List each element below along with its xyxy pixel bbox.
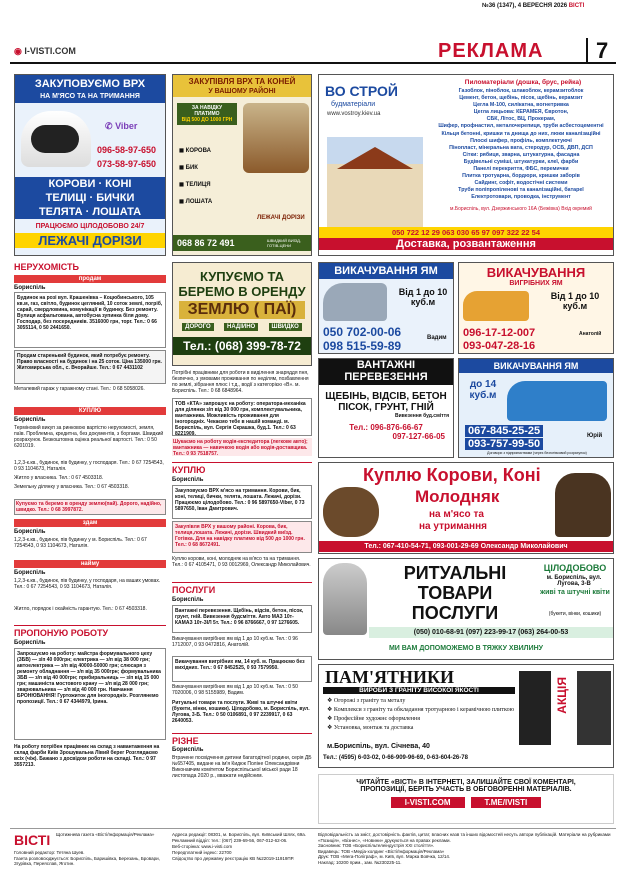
vyk1-name: Вадим [427,335,447,341]
monument-image [519,671,551,745]
mid-ad-1: Потрібні працівники для роботи в виділення знаряддя пня, безпечно, з умовами проживання по неділям, позбавлення по землі, зібрання плюс і т.д., водії з категорією «В». м. Бориспіль. Тел.: 0 68 6848964. [172,370,309,394]
cow-image [21,111,91,167]
vostroy-lines [429,88,613,202]
vyk2-title: ВИКАЧУВАННЯ [486,265,586,280]
mid-pink-ad: Шукаємо на роботу водія-експедитора (легкове авто); вантажника — навичкою водія або водія-доставщика. Тел.: 0 93 7518757. [172,438,312,456]
rytual-title1: РИТУАЛЬНІ [403,563,507,583]
viber-icon: ✆ [105,121,113,131]
ad-pamyatnyky [318,664,614,768]
ad-vostroy [318,74,614,256]
vostroy-line: Плитка тротуарна, бордюри, кришки заборів [462,173,580,180]
item-telytsia: ◼ ТЕЛИЦЯ [179,182,211,188]
promo-line1: ЧИТАЙТЕ «ВІСТІ» В ІНТЕРНЕТІ, ЗАЛИШАЙТЕ СВОЇ КОМЕНТАРІ, [356,779,576,786]
vyk1-title: ВИКАЧУВАННЯ ЯМ [319,263,453,279]
tag-nadiyno: НАДІЙНО [224,323,258,331]
tag-shvydko: ШВИДКО [269,323,302,331]
mid-ad-2: ТОВ «КТА» запрошує на роботу: оператора-механіка для ділянки з/п від 30 000 грн, комплектувальника, вантажника. Можливість проживання для іногородніх. Чекаємо тебе в нашій команді. м. Бориспіль, вул. Сергія Скрашка, буд.1. Тел.: 0 63 8221909. [172,398,312,436]
ad-vrx2-subtitle: У ВАШОМУ РАЙОНІ [173,88,311,97]
ad-vrx2-footnote: ШВИДКИЙ ВИЇЗД, ГОТІВ-ЦЕНИ [267,238,301,248]
vostroy-line: Шифер, профнастил, металочерепиця, труби асбестоцементні [438,123,604,130]
heifer-icon: ◼ [179,182,184,188]
ad-vrx2-phone: 068 86 72 491 [177,238,235,248]
ad-naymu-1: 1,2,3-к.кв., будинок, пів будинку, у господаря, на ваших умовах. Тел.: 0 67 7254543, 0 93 1104673, Наталія. [14,578,161,590]
vyk3-title: ВИКАЧУВАННЯ ЯМ [459,359,613,373]
vostroy-line: Цегла лицьова: КЕРАМЕЯ, Євротон, [473,109,569,116]
vostroy-line: Кільця бетонні, кришки та днища до них, люки каналізаційні [441,130,601,137]
vostroy-title: Пиломатеріали (дошка, брус, рейка) [464,79,582,86]
vyk1-vol: Від 1 до 10 куб.м [398,287,448,307]
pam-item: ❖ Комплекси з граніту та обкладання тротуарною і керамічною плиткою [327,707,515,713]
header-rule [10,62,616,64]
vostroy-phones: 050 722 12 29 063 030 65 97 097 322 22 54 [319,227,613,238]
vant-line: ЩЕБІНЬ, ВІДСІВ, БЕТОН [325,391,447,402]
vostroy-line: Плоскі шифер, профіль, комплектуючі [470,137,572,144]
pam-address: м.Бориспіль, вул. Січнева, 40 [327,743,430,750]
rytual-tag: ЦІЛОДОБОВО [543,563,607,573]
ad-prodam-3: Металевий гараж у гаражному стані. Тел.: 0 68 5058026. [14,386,145,392]
subcat-zdam: здам [14,519,166,527]
ad-vrx2-note2: ВІД 500 ДО 1000 ГРН [181,117,233,123]
mid-city-2: Бориспіль [172,597,204,603]
ad-vrx-note: ПРАЦЮЄМО ЦІЛОДОБОВО 24/7 [35,223,145,230]
mid-kuplyu-2: Куплю корови, коні, молодняк на м'ясо та на тримання. Тел.: 0 67 4105471, 0 93 0012969, Олександр Миколайович. [172,556,311,568]
vostroy-site[interactable]: www.vostroy.kiev.ua [327,111,381,117]
ad-vyk1 [318,262,454,354]
rytual-flowers-sub: (букети, вінки, кошики) [548,611,602,617]
pam-item: ❖ Професійне художнє оформлення [327,716,420,722]
vant-phone: Тел.: 096-876-66-67 [349,423,423,432]
horse-image [555,473,611,537]
vostroy-line: Газоблок, піноблок, шлакоблок, керамзитоблок [458,88,584,94]
truck-image-3 [507,381,607,421]
vostroy-line: Електротовари, проводка, інструмент [471,194,571,201]
promo-site1[interactable]: I-VISTI.COM [391,797,465,808]
vyk2-phone1: 096-17-12-007 [463,327,536,339]
vyk3-vol: до 14 куб.м [469,379,497,401]
cow-image-3 [323,487,379,537]
city-borispil-3: Бориспіль [14,529,46,535]
ad-rytual [318,558,614,660]
city-borispil-5: Бориспіль [14,640,46,646]
item-byk: ◼ БИК [179,165,198,171]
rytual-footer: МИ ВАМ ДОПОМОЖЕМО В ТЯЖКУ ХВИЛИНУ [388,645,544,652]
vostroy-line: Сайдинг, софіт, водостічні системи [474,180,568,187]
posluga-4: Викачування вигрібних ям від 1 до 10 куб.м. Тел.: 0 50 7020006, 0 98 5155989, Вадим. [172,684,298,696]
rytual-flowers: живі та штучні квіти [540,589,610,596]
footer-col2: Адреса редакції: 08301, м. Бориспіль, вул. Київський Шлях, 69а. Рекламний відділ: тел.: (067) 239-69-56, 067-012-62-06. Веб-сторінка: www.i-visti.com Передплатний індекс: 22700 Свідоцтво про державну реєстрацію КВ №22019-11919ПР. [172,832,307,861]
vant-title1: ВАНТАЖНІ [319,359,453,371]
subcat-kuplyu: КУПЛЮ [14,407,166,415]
footer-brand-sub: Щотижнева газета «Вісті/Інформація/Реклама» [56,832,155,837]
house-image [327,137,423,227]
pam-sub: ВИРОБИ З ГРАНІТУ ВИСОКОЇ ЯКОСТІ [323,687,515,694]
ad-vrx-subtitle: НА М'ЯСО ТА НА ТРИМАННЯ [15,93,165,103]
page-number: 7 [586,38,608,64]
footer-col1: Головний редактор: Тетяна Шуев. Газета розповсюджується: Бориспіль, Баришівка, Березань, Бровари, Згурівка, Переяслав, Яготин. [14,850,160,866]
posluga-2: Викачування вигрібних ям від 1 до 10 куб.м. Тел.: 0 96 1712007, 0 93 0472816, Анатолій. [172,636,298,648]
pam-phone: Тел.: (4595) 6-03-02, 0-66-909-96-69, 0-63-604-26-78 [323,755,468,761]
ad-vrx-footer: ЛЕЖАЧІ ДОРІЗИ [15,233,165,248]
vostroy-line: СБК, Літос, ВЦ, Прокерам, [486,116,556,123]
zemlya-title2: БЕРЕМО В ОРЕНДУ [178,284,306,299]
ad-vrx-line1: КОРОВИ · КОНІ [48,178,132,190]
ad-robota-2: На роботу потрібен працівник на склад з навантаження на склад фарби Київ Зрошувальна Лівий берег Розглядаємо всіх (ч/ж). Бажано з досвідом роботи на складі. Тел.: 0 97 3557213. [14,744,160,768]
rytual-title2: ТОВАРИ [417,583,493,603]
vyk2-name: Анатолій [579,331,602,337]
kuplyu-title3: на м'ясо та [429,509,484,520]
ad-kuplyu-2: 1,2,3-к.кв., будинок, пів будинку, у господаря. Тел.: 0 67 7254543, 0 93 1104673, Наталія. [14,460,164,472]
foal-icon: ◼ [179,199,184,205]
ad-naymu-2: Житло, порядок і охайність гарантую. Тел.: 0 67 4503318. [14,606,147,612]
vyk2-sub: ВИГРІБНИХ ЯМ [509,280,563,287]
site-url[interactable]: ◉ I-VISTI.COM [14,46,76,56]
pam-items [327,697,517,733]
ad-vrx2-note1: ЗА НАВІДКУ ПЛАТИМО [191,105,223,117]
ad-vrx2-extra: ЛЕЖАЧІ ДОРІЗИ [257,215,305,221]
subcat-naymu: найму [14,560,166,568]
vostroy-line: Пінопласт, мінеральна вата, стеродур, ОСБ, ДВП, ДСП [449,144,593,151]
vostroy-logo: ВО СТРОЙ [325,83,398,99]
monument-image-2 [577,671,611,745]
item-korova: ◼ КОРОВА [179,148,211,154]
ad-prodam-2: Продам старенький будинок, який потребує ремонту. Право власності на будинок і на 25 соток. Ціна 135000 грн. Житомирська обл., с. Вчорайше. Тел.: 0 67 4431102 [14,350,166,384]
section-title: РЕКЛАМА [438,40,544,62]
kuplyu-title2: Молодняк [415,487,500,506]
truck-image [323,283,387,321]
ad-vrx-line2: ТЕЛИЦІ · БИЧКИ [45,192,135,204]
ad-kuplyu-pink: Купуємо та беремо в оренду землю(пай). Дорого, надійно, швидко. Тел.: 0 68 3997872. [14,499,166,515]
vyk3-phone1: 067-845-25-25 [465,425,543,437]
subcat-prodam: продам [14,275,166,283]
ad-vant [318,358,454,458]
city-borispil-2: Бориспіль [14,417,46,423]
ad-kuplyu-korovy [318,462,614,554]
bull-icon: ◼ [179,165,184,171]
ad-vyk2 [458,262,614,354]
ad-prodam-1: Будинок на розі вул. Крашенівка – Коцюбинського, 105 кв.м, газ, світло, будинок цегляний, 10 соток землі, погріб, сарай, свердловина, комунікації в будинку. Без ремонту. Вулиця асфальтована, автобусна зупинка біля дому. Господар, без посередників. 3516000 грн, торг. Тел.: 0 66 3055114, 0 50 2441650. [14,292,166,348]
pam-item: ❖ Огорожі з граніту та металу [327,698,406,704]
ad-zdam-1: 1,2,3-к.кв., будинок, пів будинку у м. Бориспіль. Тел.: 0 67 7254543, 0 93 1104673, Наталія. [14,537,147,549]
cow-icon: ◼ [179,148,184,154]
ad-kuplyu-1: Терміновий викуп за ринковою вартістю нерухомості, земля, паїв. Проблемна, кредитна, без документів, з боргами. Швидкий розрахунок. Безкоштовна оцінка реальної вартості. Тел.: 0 50 6201019. [14,425,164,449]
vant-note: Вивезення буд.сміття [395,413,449,419]
section-rizne: РІЗНЕ [172,733,312,746]
vyk3-name: Юрій [587,433,603,439]
section-poslugy: ПОСЛУГИ [172,582,312,595]
globe-icon: ◉ [14,46,25,56]
mid-city-3: Бориспіль [172,747,204,753]
section-nerukhomist: НЕРУХОМІСТЬ [14,262,79,272]
posluga-5: Ритуальні товари та послуги. Живі та штучні квіти (букети, вінки, кошики). Цілодобово, м. Бориспіль, вул. Лугова, 3-Б. Тел.: 0 50 0106891, 0 97 2239917, 0 63 2640053. [172,700,310,724]
kuplyu-phone: Тел.: 067-410-54-71, 093-001-29-69 Олександр Миколайович [319,541,613,552]
vyk3-note: Договори з підприємствами (через безготівковий розрахунок) [487,451,587,455]
section-kuplyu: КУПЛЮ [172,462,312,475]
phone-1: 096-58-97-650 [97,145,157,155]
city-borispil-4: Бориспіль [14,570,46,576]
truck-image-2 [463,291,529,321]
rytual-phones: (050) 010-68-91 (097) 223-99-17 (063) 264-00-53 [369,627,613,638]
mid-pink-ad-2: Закупівля ВРХ у вашому районі. Корова, бик, телиця,лошата. Лежачі, дорізи. Швидкий виїзд. Готівка. Для на навідку платимо від 500 до 1000 грн. Тел.: 0 68 8672491. [172,521,312,553]
vant-title2: ПЕРЕВЕЗЕННЯ [319,371,453,385]
footer-col3: Відповідальність за зміст, достовірність фактів, цитат, власних назв та інших відомостей несуть автори публікацій. Матеріали на рубриками «Позиція», «Бізнес», «Новини» друкуються на правах реклами. Засновник: ТОВ «Бориспільтелеіндустрія ХХІ століття». Видавець: ТОВ «Медіа-холдинг «Вісті/Інформація/Реклама» Друк: ТОВ «Мега-Поліграф», м. Київ, вул. Марка Вовчка, 12/14. Наклад: 10200 прим., зам. №230225-11. [318,832,611,865]
vant-phone2: 097-127-66-05 [392,432,445,441]
vostroy-line: Сітки: рябиця, зварна, штукатурна, фасадна [462,151,580,158]
header-issue: №36 (1347), 4 ВЕРЕСНЯ 2026 ВІСТІ [482,3,585,9]
vant-line2: ПІСОК, ГРУНТ, ГНІЙ [338,402,434,413]
ad-kuplyu-3: Житло у власника. Тел.: 0 67 4503318. [14,475,104,481]
rytual-address: м. Бориспіль, вул. Лугова, 3-В [546,575,602,587]
posluga-1: Вантажні перевезення. Щебінь, відсів, бетон, пісок, грунт, гній. Вивезення будсміття. Авто МАЗ 10т-КАМАЗ 10т-ЗІЛ 5т. Тел.: 0 96 8766667, 0 97 1276605. [172,605,312,633]
zemlya-title3: ЗЕМЛЮ ( ПАЇ) [179,301,305,319]
rytual-title3: ПОСЛУГИ [411,603,499,623]
vyk1-phone2: 098 515-59-89 [323,339,402,353]
vostroy-line: Панелі перекриття, ФБС, перемички [473,166,569,173]
vostroy-line: Труби поліпропіленові та каналізаційні, батареї [458,187,584,194]
tag-dorogo: ДОРОГО [182,323,214,331]
vyk2-phone2: 093-047-28-16 [463,340,536,352]
pam-item: ❖ Установка, монтаж та доставка [327,725,414,731]
vostroy-address: м.Бориспіль, вул. Дзержинського 16А (Бежівка) Вхід окремий [450,206,592,212]
vostroy-line: Будівельні суміші, штукатурки, клеї, фарби [463,158,579,165]
posluga-3: Викачування вигрібних ям, 14 куб. м. Працюємо без вихідних. Тел.: 0 67 8452525, 0 93 7579950. [172,656,312,682]
angel-image [323,563,367,635]
phone-2: 073-58-97-650 [97,159,157,169]
vostroy-logo-sub: будматеріали [331,101,376,108]
promo-site2[interactable]: T.ME/IVISTI [471,797,542,808]
ad-robota-1: Запрошуємо на роботу: майстра формувального цеху (ЗБВ) — з/п 40 000грн; електрика — з/п від 38 000 грн; автоелектрика — з/п від 40000-50000 грн; слюсаря з ремонту обладнання — з/п від 35 000грн; формувальника ЗБВ — з/п від 40 000грн; прибиральниць — з/п від 15 000 грн; машиніста мостового крану — з/п від 28 000 грн; зварювальника — з/п від 40 000 грн. Навчання БРОНЮВАННЯ! Гуртожиток для іногородніх. Розглянемо пропозиції. Тел.: 0 67 4344979, Ірина. [14,648,166,740]
cow-image-2 [243,103,309,173]
vyk3-phone2: 093-757-99-50 [465,438,543,450]
vyk1-phone1: 050 702-00-06 [323,325,402,339]
ad-vrx2-title: ЗАКУПІВЛЯ ВРХ ТА КОНЕЙ [173,75,311,88]
promo-block [318,774,614,824]
footer-brand: ВІСТІ [14,832,51,848]
item-loshata: ◼ ЛОШАТА [179,199,213,205]
footer-rule [10,828,616,829]
ad-zemlya [172,262,312,366]
ad-vrx [14,74,166,256]
vostroy-line: Цемент, бетон, щебінь, пісок, щебінь, керамзит [459,95,583,102]
ad-vrx-title: ЗАКУПОВУЄМО ВРХ [15,75,165,93]
pam-akcia: АКЦІЯ [555,677,569,714]
promo-line2: ПРОПОЗИЦІЇ, БЕРІТЬ УЧАСТЬ В ОБГОВОРЕННІ МАТЕРІАЛІВ. [360,786,572,793]
rizne-1: Втрачене посвідчення дитини багатодітної родини, серія ДБ №657405, видане на ім'я Кидюк Полінe Олександрівни Виконавчим комітетом Бориспільської міської ради 18 листопада 2020 р., вважати недійсним. [172,755,312,779]
city-borispil: Бориспіль [14,285,46,291]
ad-vrx-line3: ТЕЛЯТА · ЛОШАТА [38,206,142,218]
vostroy-line: Цегла М-100, силікатна, вогнетривка [473,102,569,109]
kuplyu-title4: на утримання [419,521,487,532]
mid-city: Бориспіль [172,477,204,483]
zemlya-phone: Тел.: (068) 399-78-72 [173,337,311,355]
zemlya-title1: КУПУЄМО ТА [199,269,285,284]
kuplyu-title1: Куплю Корови, Коні [363,465,541,485]
pam-title: ПАМ'ЯТНИКИ [325,667,455,687]
ad-kuplyu-4: Земельну ділянку у власника. Тел.: 0 67 4503318. [14,484,130,490]
vostroy-footer: Доставка, розвантаження [319,238,613,250]
vyk2-vol: Від 1 до 10 куб.м [550,291,600,311]
viber-badge: ✆ Viber [105,121,138,131]
section-robota: ПРОПОНУЮ РОБОТУ [14,625,166,638]
ad-vyk3 [458,358,614,458]
ad-vrx2 [172,74,312,256]
mid-kuplyu-1: Закуповуємо ВРХ м'ясо на тримання. Корови, бик, коні, телиці, бички, телята, лошата. Лежачі, дорізи. Працюємо цілодобово. Тел.: 0 96 5897650-Viber, 0 73 5897650, Іван Дмитрович. [172,485,312,519]
